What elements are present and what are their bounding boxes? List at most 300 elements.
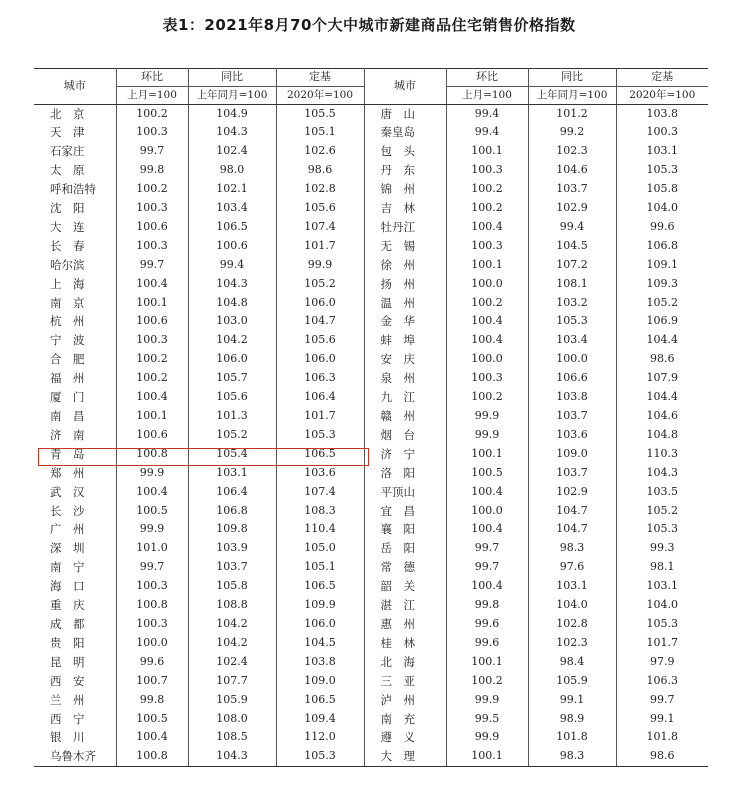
mom-value: 100.1: [446, 256, 528, 275]
base-value: 110.4: [276, 520, 364, 539]
header-mom-sub-left: 上月=100: [116, 86, 188, 104]
price-index-table: [34, 68, 708, 767]
base-value: 105.6: [276, 331, 364, 350]
table-row: [34, 123, 708, 142]
base-value: 98.6: [616, 747, 708, 766]
yoy-value: 104.9: [188, 104, 276, 123]
city-name: 桂 林: [364, 634, 446, 653]
yoy-value: 103.7: [188, 558, 276, 577]
yoy-value: 103.2: [528, 294, 616, 313]
base-value: 99.3: [650, 541, 675, 555]
city-name: 济 宁: [364, 445, 446, 464]
yoy-value: 105.9: [528, 672, 616, 691]
city-name: 海 口: [34, 577, 116, 596]
table-row: [34, 331, 708, 350]
base-value: 106.0: [276, 294, 364, 313]
city-name: 贵 阳: [34, 634, 116, 653]
base-value: 99.1: [650, 711, 675, 725]
mom-value: 100.8: [116, 747, 188, 766]
mom-value: 100.4: [446, 218, 528, 237]
yoy-value: 103.1: [528, 577, 616, 596]
header-base-sub-left: 2020年=100: [276, 86, 364, 104]
city-name: 沈 阳: [34, 199, 116, 218]
base-value: 104.8: [646, 427, 678, 441]
city-name: 杭 州: [34, 312, 116, 331]
base-value: 105.2: [646, 295, 678, 309]
city-name: 武 汉: [34, 483, 116, 502]
mom-value: 99.6: [116, 653, 188, 672]
base-value: 102.8: [276, 180, 364, 199]
yoy-value: 105.2: [188, 426, 276, 445]
mom-value: 100.2: [116, 180, 188, 199]
yoy-value: 99.1: [528, 691, 616, 710]
table-row: [34, 672, 708, 691]
header-mom-right: 环比: [446, 69, 528, 87]
yoy-value: 104.2: [188, 615, 276, 634]
yoy-value: 103.8: [528, 388, 616, 407]
table-row: [34, 539, 708, 558]
base-value: 105.2: [276, 275, 364, 294]
mom-value: 99.8: [116, 691, 188, 710]
city-name: 宁 波: [34, 331, 116, 350]
base-value: 103.1: [646, 579, 678, 593]
base-value: 105.2: [646, 503, 678, 517]
yoy-value: 107.7: [188, 672, 276, 691]
table-row: [34, 256, 708, 275]
base-value: 105.1: [276, 558, 364, 577]
mom-value: 100.1: [116, 407, 188, 426]
city-name: 成 都: [34, 615, 116, 634]
base-value: 105.3: [276, 747, 364, 766]
table-row: [34, 180, 708, 199]
mom-value: 100.4: [116, 728, 188, 747]
yoy-value: 102.4: [188, 142, 276, 161]
mom-value: 99.6: [446, 634, 528, 653]
yoy-value: 109.8: [188, 520, 276, 539]
table-row: [34, 426, 708, 445]
header-mom-sub-right: 上月=100: [446, 86, 528, 104]
mom-value: 100.1: [446, 142, 528, 161]
base-value: 101.7: [276, 407, 364, 426]
mom-value: 99.9: [116, 520, 188, 539]
city-name: 赣 州: [364, 407, 446, 426]
table-row: [34, 294, 708, 313]
city-name: 呼和浩特: [34, 180, 116, 199]
base-value: 105.0: [276, 539, 364, 558]
base-value: 109.4: [276, 710, 364, 729]
mom-value: 100.8: [116, 445, 188, 464]
city-name: 大 理: [364, 747, 446, 766]
mom-value: 99.7: [116, 256, 188, 275]
mom-value: 99.9: [446, 728, 528, 747]
yoy-value: 102.9: [528, 199, 616, 218]
yoy-value: 103.7: [528, 180, 616, 199]
header-base-left: 定基: [276, 69, 364, 87]
yoy-value: 98.0: [188, 161, 276, 180]
base-value: 103.8: [276, 653, 364, 672]
mom-value: 100.0: [446, 350, 528, 369]
city-name: 长 春: [34, 237, 116, 256]
yoy-value: 108.5: [188, 728, 276, 747]
table-row: [34, 615, 708, 634]
yoy-value: 101.8: [528, 728, 616, 747]
base-value: 98.6: [276, 161, 364, 180]
base-value: 109.0: [276, 672, 364, 691]
yoy-value: 106.5: [188, 218, 276, 237]
mom-value: 100.4: [446, 331, 528, 350]
base-value: 109.3: [646, 276, 678, 290]
base-value: 99.6: [650, 219, 675, 233]
mom-value: 100.4: [446, 312, 528, 331]
table-title: 表1：2021年8月70个大中城市新建商品住宅销售价格指数: [162, 16, 576, 34]
table-row: [34, 520, 708, 539]
mom-value: 100.3: [446, 369, 528, 388]
yoy-value: 104.2: [188, 634, 276, 653]
city-name: 天 津: [34, 123, 116, 142]
city-name: 惠 州: [364, 615, 446, 634]
city-name: 徐 州: [364, 256, 446, 275]
yoy-value: 97.6: [528, 558, 616, 577]
mom-value: 100.4: [446, 483, 528, 502]
base-value: 105.8: [646, 182, 678, 196]
city-name: 常 德: [364, 558, 446, 577]
yoy-value: 105.6: [188, 388, 276, 407]
table-body: [34, 104, 708, 767]
base-value: 104.4: [646, 390, 678, 404]
table-row: [34, 407, 708, 426]
header-yoy-right: 同比: [528, 69, 616, 87]
city-name: 平顶山: [364, 483, 446, 502]
yoy-value: 103.9: [188, 539, 276, 558]
yoy-value: 103.6: [528, 426, 616, 445]
mom-value: 99.6: [446, 615, 528, 634]
header-city-left: 城市: [34, 69, 116, 105]
city-name: 三 亚: [364, 672, 446, 691]
yoy-value: 109.0: [528, 445, 616, 464]
city-name: 金 华: [364, 312, 446, 331]
table-row: [34, 747, 708, 766]
city-name: 青 岛: [34, 445, 116, 464]
table-row: [34, 691, 708, 710]
base-value: 104.6: [646, 409, 678, 422]
yoy-value: 103.7: [528, 407, 616, 426]
yoy-value: 103.4: [528, 331, 616, 350]
base-value: 106.9: [646, 314, 678, 328]
city-name: 深 圳: [34, 539, 116, 558]
table-row: [34, 558, 708, 577]
mom-value: 100.3: [116, 123, 188, 142]
header-base-sub-right: 2020年=100: [616, 86, 708, 104]
base-value: 101.8: [646, 730, 678, 744]
city-name: 厦 门: [34, 388, 116, 407]
city-name: 吉 林: [364, 199, 446, 218]
yoy-value: 103.0: [188, 312, 276, 331]
base-value: 107.9: [646, 371, 678, 385]
city-name: 南 充: [364, 710, 446, 729]
city-name: 兰 州: [34, 691, 116, 710]
city-name: 无 锡: [364, 237, 446, 256]
mom-value: 99.7: [116, 558, 188, 577]
mom-value: 100.1: [116, 294, 188, 313]
yoy-value: 99.2: [528, 123, 616, 142]
mom-value: 100.3: [116, 577, 188, 596]
base-value: 110.3: [646, 446, 678, 460]
mom-value: 100.3: [446, 237, 528, 256]
city-name: 西 安: [34, 672, 116, 691]
mom-value: 100.3: [446, 161, 528, 180]
city-name: 烟 台: [364, 426, 446, 445]
mom-value: 100.2: [446, 180, 528, 199]
base-value: 105.6: [276, 199, 364, 218]
yoy-value: 106.6: [528, 369, 616, 388]
city-name: 乌鲁木齐: [34, 747, 116, 766]
yoy-value: 105.4: [188, 445, 276, 464]
base-value: 105.5: [276, 104, 364, 123]
yoy-value: 105.9: [188, 691, 276, 710]
yoy-value: 102.1: [188, 180, 276, 199]
city-name: 泸 州: [364, 691, 446, 710]
mom-value: 100.2: [116, 104, 188, 123]
city-name: 长 沙: [34, 502, 116, 521]
base-value: 105.1: [276, 123, 364, 142]
city-name: 宜 昌: [364, 502, 446, 521]
yoy-value: 104.6: [528, 161, 616, 180]
mom-value: 100.2: [446, 388, 528, 407]
base-value: 98.1: [650, 560, 675, 574]
city-name: 唐 山: [364, 104, 446, 123]
base-value: 106.5: [276, 691, 364, 710]
mom-value: 100.4: [116, 388, 188, 407]
yoy-value: 103.4: [188, 199, 276, 218]
city-name: 哈尔滨: [34, 256, 116, 275]
mom-value: 99.9: [446, 426, 528, 445]
city-name: 南 宁: [34, 558, 116, 577]
city-name: 岳 阳: [364, 539, 446, 558]
yoy-value: 102.3: [528, 634, 616, 653]
table-row: [34, 350, 708, 369]
mom-value: 99.9: [116, 464, 188, 483]
mom-value: 100.0: [446, 275, 528, 294]
base-value: 101.7: [646, 635, 678, 649]
city-name: 扬 州: [364, 275, 446, 294]
yoy-value: 98.9: [528, 710, 616, 729]
yoy-value: 105.3: [528, 312, 616, 331]
mom-value: 99.4: [446, 104, 528, 123]
mom-value: 99.9: [446, 407, 528, 426]
table-row: [34, 577, 708, 596]
mom-value: 100.1: [446, 653, 528, 672]
city-name: 石家庄: [34, 142, 116, 161]
table-row: [34, 199, 708, 218]
base-value: 103.6: [276, 464, 364, 483]
base-value: 99.9: [276, 256, 364, 275]
base-value: 101.7: [276, 237, 364, 256]
base-value: 104.4: [646, 333, 678, 347]
yoy-value: 104.0: [528, 596, 616, 615]
yoy-value: 102.9: [528, 483, 616, 502]
base-value: 104.0: [646, 201, 678, 215]
mom-value: 100.5: [116, 710, 188, 729]
base-value: 109.9: [276, 596, 364, 615]
city-name: 遵 义: [364, 728, 446, 747]
table-row: [34, 728, 708, 747]
city-name: 牡丹江: [364, 218, 446, 237]
city-name: 锦 州: [364, 180, 446, 199]
mom-value: 101.0: [116, 539, 188, 558]
city-name: 泉 州: [364, 369, 446, 388]
yoy-value: 102.8: [528, 615, 616, 634]
mom-value: 100.4: [116, 275, 188, 294]
mom-value: 100.3: [116, 199, 188, 218]
header-yoy-sub-right: 上年同月=100: [528, 86, 616, 104]
header-base-right: 定基: [616, 69, 708, 87]
city-name: 福 州: [34, 369, 116, 388]
city-name: 西 宁: [34, 710, 116, 729]
city-name: 温 州: [364, 294, 446, 313]
mom-value: 99.5: [446, 710, 528, 729]
base-value: 106.5: [276, 445, 364, 464]
header-yoy-sub-left: 上年同月=100: [188, 86, 276, 104]
table-row: [34, 369, 708, 388]
table-row: [34, 653, 708, 672]
base-value: 106.3: [646, 673, 678, 687]
mom-value: 100.0: [116, 634, 188, 653]
city-name: 湛 江: [364, 596, 446, 615]
city-name: 洛 阳: [364, 464, 446, 483]
mom-value: 100.8: [116, 596, 188, 615]
base-value: 108.3: [276, 502, 364, 521]
yoy-value: 102.4: [188, 653, 276, 672]
yoy-value: 104.5: [528, 237, 616, 256]
base-value: 104.3: [646, 465, 678, 479]
city-name: 襄 阳: [364, 520, 446, 539]
yoy-value: 104.8: [188, 294, 276, 313]
city-name: 韶 关: [364, 577, 446, 596]
base-value: 107.4: [276, 483, 364, 502]
yoy-value: 99.4: [528, 218, 616, 237]
base-value: 105.3: [646, 522, 678, 536]
base-value: 105.3: [646, 163, 678, 177]
city-name: 重 庆: [34, 596, 116, 615]
city-name: 合 肥: [34, 350, 116, 369]
table-row: [34, 104, 708, 123]
yoy-value: 101.3: [188, 407, 276, 426]
base-value: 109.1: [646, 257, 678, 271]
mom-value: 99.7: [116, 142, 188, 161]
yoy-value: 104.3: [188, 123, 276, 142]
city-name: 郑 州: [34, 464, 116, 483]
city-name: 南 昌: [34, 407, 116, 426]
mom-value: 100.1: [446, 445, 528, 464]
base-value: 105.3: [276, 426, 364, 445]
yoy-value: 100.0: [528, 350, 616, 369]
header-yoy-left: 同比: [188, 69, 276, 87]
yoy-value: 105.8: [188, 577, 276, 596]
city-name: 广 州: [34, 520, 116, 539]
mom-value: 99.7: [446, 558, 528, 577]
yoy-value: 108.1: [528, 275, 616, 294]
yoy-value: 108.8: [188, 596, 276, 615]
mom-value: 99.8: [446, 596, 528, 615]
yoy-value: 106.8: [188, 502, 276, 521]
base-value: 112.0: [276, 728, 364, 747]
mom-value: 100.4: [446, 520, 528, 539]
mom-value: 100.4: [116, 483, 188, 502]
base-value: 106.0: [276, 615, 364, 634]
city-name: 包 头: [364, 142, 446, 161]
city-name: 北 海: [364, 653, 446, 672]
base-value: 104.5: [276, 634, 364, 653]
base-value: 97.9: [650, 654, 675, 668]
yoy-value: 106.4: [188, 483, 276, 502]
mom-value: 99.9: [446, 691, 528, 710]
table-row: [34, 483, 708, 502]
mom-value: 100.2: [446, 672, 528, 691]
mom-value: 100.2: [116, 369, 188, 388]
mom-value: 100.6: [116, 312, 188, 331]
yoy-value: 101.2: [528, 104, 616, 123]
yoy-value: 107.2: [528, 256, 616, 275]
table-row: [34, 464, 708, 483]
mom-value: 100.2: [446, 294, 528, 313]
city-name: 秦皇岛: [364, 123, 446, 142]
yoy-value: 103.7: [528, 464, 616, 483]
table-row: [34, 161, 708, 180]
yoy-value: 104.3: [188, 747, 276, 766]
base-value: 99.7: [650, 692, 675, 706]
mom-value: 100.1: [446, 747, 528, 766]
base-value: 103.8: [646, 106, 678, 120]
city-name: 九 江: [364, 388, 446, 407]
yoy-value: 98.4: [528, 653, 616, 672]
yoy-value: 104.2: [188, 331, 276, 350]
city-name: 大 连: [34, 218, 116, 237]
table-row: [34, 142, 708, 161]
city-name: 南 京: [34, 294, 116, 313]
base-value: 103.1: [646, 144, 678, 158]
yoy-value: 103.1: [188, 464, 276, 483]
base-value: 105.3: [646, 616, 678, 630]
yoy-value: 106.0: [188, 350, 276, 369]
yoy-value: 104.7: [528, 520, 616, 539]
yoy-value: 98.3: [528, 747, 616, 766]
table-row: [34, 445, 708, 464]
yoy-value: 104.3: [188, 275, 276, 294]
yoy-value: 104.7: [528, 502, 616, 521]
mom-value: 100.6: [116, 218, 188, 237]
yoy-value: 105.7: [188, 369, 276, 388]
city-name: 丹 东: [364, 161, 446, 180]
header-city-right: 城市: [364, 69, 446, 105]
base-value: 104.7: [276, 312, 364, 331]
base-value: 106.4: [276, 388, 364, 407]
table-row: [34, 218, 708, 237]
base-value: 106.5: [276, 577, 364, 596]
city-name: 上 海: [34, 275, 116, 294]
mom-value: 100.3: [116, 615, 188, 634]
mom-value: 99.4: [446, 123, 528, 142]
table-row: [34, 312, 708, 331]
yoy-value: 108.0: [188, 710, 276, 729]
city-name: 太 原: [34, 161, 116, 180]
yoy-value: 98.3: [528, 539, 616, 558]
city-name: 蚌 埠: [364, 331, 446, 350]
mom-value: 100.4: [446, 577, 528, 596]
base-value: 106.3: [276, 369, 364, 388]
base-value: 107.4: [276, 218, 364, 237]
mom-value: 100.5: [446, 464, 528, 483]
table-row: [34, 596, 708, 615]
